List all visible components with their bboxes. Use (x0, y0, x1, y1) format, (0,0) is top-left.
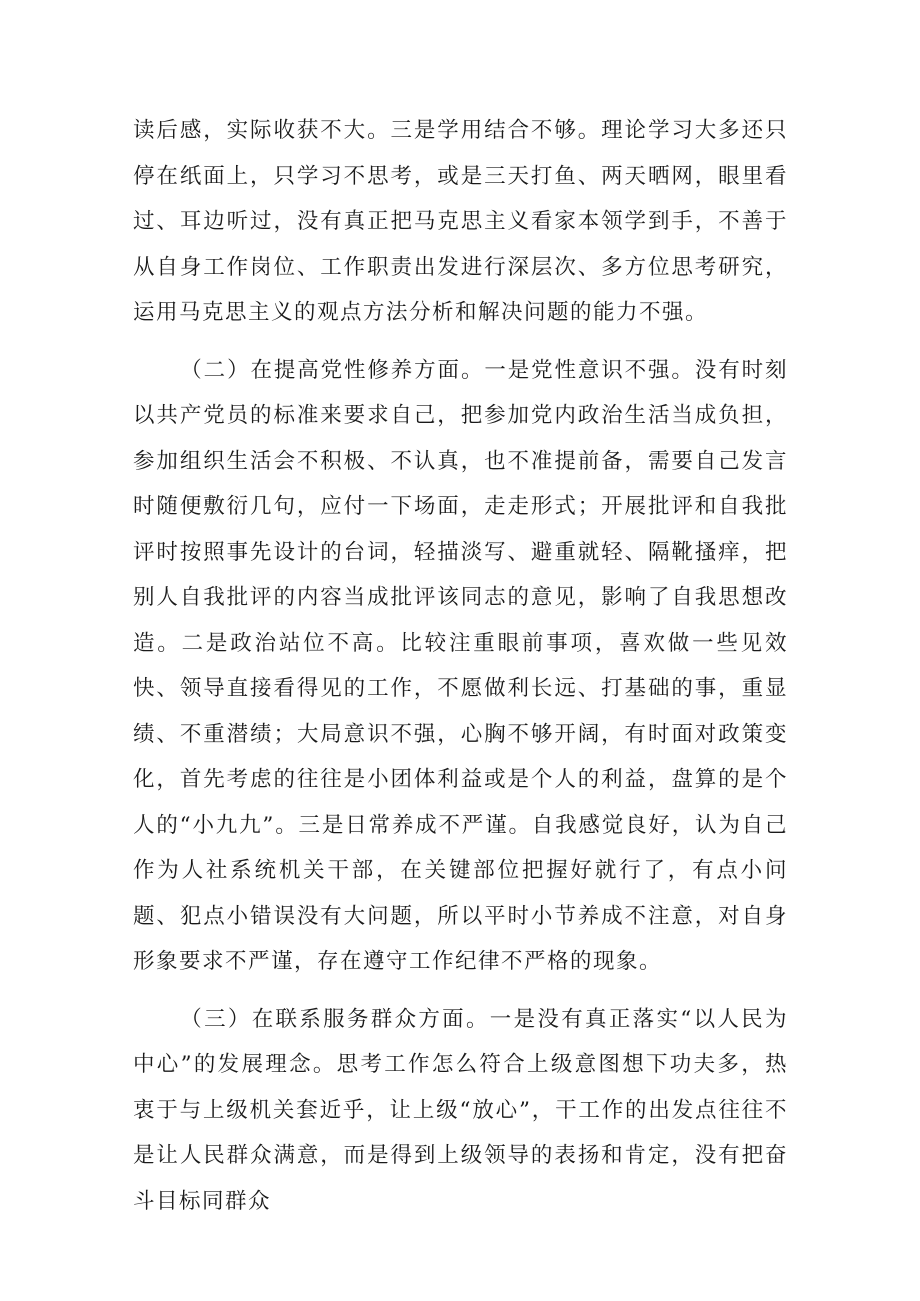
paragraph-2: （二）在提高党性修养方面。一是党性意识不强。没有时刻以共产党员的标准来要求自己，把参加党内政治生活当成负担，参加组织生活会不积极、不认真，也不准提前备，需要自己发言时随便敷衍几句，应付一下场面，走走形式；开展批评和自我批评时按照事先设计的台词，轻描淡写、避重就轻、隔靴搔痒，把别人自我批评的内容当成批评该同志的意见，影响了自我思想改造。二是政治站位不高。比较注重眼前事项，喜欢做一些见效快、领导直接看得见的工作，不愿做利长远、打基础的事，重显绩、不重潜绩；大局意识不强，心胸不够开阔，有时面对政策变化，首先考虑的往往是小团体利益或是个人的利益，盘算的是个人的“小九九”。三是日常养成不严谨。自我感觉良好，认为自己作为人社系统机关干部，在关键部位把握好就行了，有点小问题、犯点小错误没有大问题，所以平时小节养成不注意，对自身形象要求不严谨，存在遵守工作纪律不严格的现象。 (133, 357, 788, 974)
paragraph-3: （三）在联系服务群众方面。一是没有真正落实“以人民为中心”的发展理念。思考工作怎么符合上级意图想下功夫多，热衷于与上级机关套近乎，让上级“放心”，干工作的出发点往往不是让人民群众满意，而是得到上级领导的表扬和肯定，没有把奋斗目标同群众 (133, 1006, 788, 1214)
document-body (133, 108, 788, 1224)
paragraph-1: 读后感，实际收获不大。三是学用结合不够。理论学习大多还只停在纸面上，只学习不思考，或是三天打鱼、两天晒网，眼里看过、耳边听过，没有真正把马克思主义看家本领学到手，不善于从自身工作岗位、工作职责出发进行深层次、多方位思考研究，运用马克思主义的观点方法分析和解决问题的能力不强。 (133, 118, 788, 325)
